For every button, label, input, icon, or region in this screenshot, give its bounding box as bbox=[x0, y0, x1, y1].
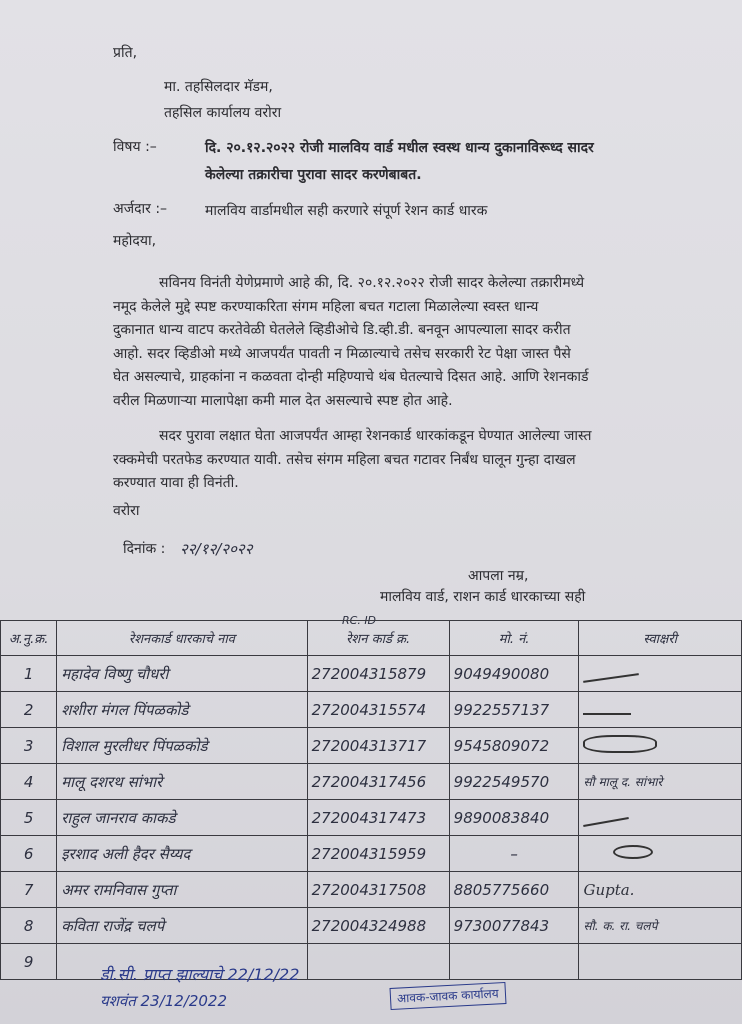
cell-serial: 3 bbox=[1, 728, 57, 764]
cell-card: 272004317508 bbox=[307, 872, 449, 908]
cell-signature bbox=[579, 692, 742, 728]
table-row bbox=[1, 908, 742, 944]
cell-mobile: – bbox=[449, 836, 579, 872]
cell-serial: 4 bbox=[1, 764, 57, 800]
cell-card: 272004317456 bbox=[307, 764, 449, 800]
received-note-line2: यशवंत 23/12/2022 bbox=[100, 992, 228, 1010]
cell-signature bbox=[579, 656, 742, 692]
cell-serial: 9 bbox=[1, 944, 57, 980]
rc-id-note: RC. ID bbox=[342, 614, 377, 627]
cell-mobile: 9922549570 bbox=[449, 764, 579, 800]
cell-mobile: 9890083840 bbox=[449, 800, 579, 836]
applicant-value: मालविय वार्डामधील सही करणारे संपूर्ण रेशन कार्ड धारक bbox=[205, 203, 488, 219]
para2-line: करण्यात यावा ही विनंती. bbox=[113, 475, 239, 491]
col-header-signature: स्वाक्षरी bbox=[579, 621, 742, 656]
cell-card: 272004315574 bbox=[307, 692, 449, 728]
col-header-name: रेशनकार्ड धारकाचे नाव bbox=[57, 621, 307, 656]
subject-line1: दि. २०.१२.२०२२ रोजी मालविय वार्ड मधील स्वस्थ धान्य दुकानाविरूध्द सादर bbox=[205, 140, 594, 156]
salutation: महोदया, bbox=[113, 233, 157, 249]
paragraph-2 bbox=[113, 425, 688, 496]
to-label: प्रति, bbox=[113, 45, 138, 61]
cell-name: अमर रामनिवास गुप्ता bbox=[57, 872, 307, 908]
cell-serial: 5 bbox=[1, 800, 57, 836]
para1-line: नमूद केलेले मुद्दे स्पष्ट करण्याकरिता संगम महिला बचत गटाला मिळालेल्या स्वस्त धान्य bbox=[113, 298, 539, 315]
cell-name: मालू दशरथ सांभारे bbox=[57, 764, 307, 800]
cell-signature: सौ मालू द. सांभारे bbox=[579, 764, 742, 800]
subject-label: विषय :– bbox=[113, 139, 157, 155]
cell-name: राहुल जानराव काकडे bbox=[57, 800, 307, 836]
recipient-line2: तहसिल कार्यालय वरोरा bbox=[164, 105, 282, 121]
paragraph-1 bbox=[113, 272, 688, 413]
cell-serial: 6 bbox=[1, 836, 57, 872]
date-value: २२/१२/२०२२ bbox=[180, 540, 253, 558]
cell-card: 272004315959 bbox=[307, 836, 449, 872]
table-row bbox=[1, 692, 742, 728]
cell-signature bbox=[579, 944, 742, 980]
cell-name: इरशाद अली हैदर सैय्यद bbox=[57, 836, 307, 872]
cell-name: कविता राजेंद्र चलपे bbox=[57, 908, 307, 944]
cell-name: महादेव विष्णु चौधरी bbox=[57, 656, 307, 692]
cell-serial: 7 bbox=[1, 872, 57, 908]
para1-line: आहो. सदर व्हिडीओ मध्ये आजपर्यंत पावती न मिळाल्याचे तसेच सरकारी रेट पेक्षा जास्त पैसे bbox=[113, 345, 571, 362]
subject-line2: केलेल्या तक्रारीचा पुरावा सादर करणेबाबत. bbox=[205, 167, 422, 183]
cell-mobile: 9730077843 bbox=[449, 908, 579, 944]
table-row bbox=[1, 872, 742, 908]
cell-name: विशाल मुरलीधर पिंपळकोडे bbox=[57, 728, 307, 764]
inward-outward-stamp: आवक-जावक कार्यालय bbox=[390, 982, 507, 1010]
received-note-line1: डी.सी. प्राप्त झाल्याचे 22/12/22 bbox=[100, 965, 300, 984]
cell-card: 272004317473 bbox=[307, 800, 449, 836]
cell-serial: 8 bbox=[1, 908, 57, 944]
para1-line: घेत असल्याचे, ग्राहकांना न कळवता दोन्ही महिण्याचे थंब घेतल्याचे दिसत आहे. आणि रेशनकार्ड bbox=[113, 369, 589, 385]
cell-mobile: 9049490080 bbox=[449, 656, 579, 692]
cell-card: 272004324988 bbox=[307, 908, 449, 944]
col-header-mobile: मो. नं. bbox=[449, 621, 579, 656]
cell-name: शशीरा मंगल पिंपळकोडे bbox=[57, 692, 307, 728]
cell-signature: सौ. क. रा. चलपे bbox=[579, 908, 742, 944]
signatures-table bbox=[0, 620, 742, 980]
cell-signature bbox=[579, 800, 742, 836]
col-header-serial: अ.नु.क्र. bbox=[1, 621, 57, 656]
col-header-card: रेशन कार्ड क्र. bbox=[307, 621, 449, 656]
cell-signature bbox=[579, 836, 742, 872]
cell-mobile: 9545809072 bbox=[449, 728, 579, 764]
cell-mobile: 8805775660 bbox=[449, 872, 579, 908]
cell-serial: 1 bbox=[1, 656, 57, 692]
cell-serial: 2 bbox=[1, 692, 57, 728]
para1-line: दुकानात धान्य वाटप करतेवेळी घेतलेले व्हिडीओचे डि.व्ही.डी. बनवून आपल्याला सादर करीत bbox=[113, 322, 571, 338]
cell-card: 272004313717 bbox=[307, 728, 449, 764]
table-header-row bbox=[1, 621, 742, 656]
para1-line: सविनय विनंती येणेप्रमाणे आहे की, दि. २०.१२.२०२२ रोजी सादर केलेल्या तक्रारीमध्ये bbox=[159, 275, 585, 291]
para2-line: सदर पुरावा लक्षात घेता आजपर्यंत आम्हा रेशनकार्ड धारकांकडून घेण्यात आलेल्या जास्त bbox=[159, 428, 592, 444]
table-row bbox=[1, 656, 742, 692]
para1-line: वरील मिळणाऱ्या मालापेक्षा कमी माल देत असल्याचे स्पष्ट होत आहे. bbox=[113, 392, 453, 409]
closing-line1: आपला नम्र, bbox=[468, 568, 529, 584]
date-label: दिनांक : bbox=[123, 541, 166, 557]
closing-line2: मालविय वार्ड, राशन कार्ड धारकाच्या सही bbox=[380, 589, 586, 605]
cell-mobile: 9922557137 bbox=[449, 692, 579, 728]
place: वरोरा bbox=[113, 503, 140, 519]
table-row bbox=[1, 800, 742, 836]
cell-mobile bbox=[449, 944, 579, 980]
cell-card bbox=[307, 944, 449, 980]
table-row bbox=[1, 764, 742, 800]
table-row bbox=[1, 836, 742, 872]
para2-line: रक्कमेची परतफेड करण्यात यावी. तसेच संगम महिला बचत गटावर निर्बंध घालून गुन्हा दाखल bbox=[113, 451, 576, 468]
cell-signature: Gupta. bbox=[579, 872, 742, 908]
cell-card: 272004315879 bbox=[307, 656, 449, 692]
table-row bbox=[1, 728, 742, 764]
recipient-line1: मा. तहसिलदार मॅडम, bbox=[164, 79, 273, 95]
cell-signature bbox=[579, 728, 742, 764]
applicant-label: अर्जदार :– bbox=[113, 201, 168, 217]
